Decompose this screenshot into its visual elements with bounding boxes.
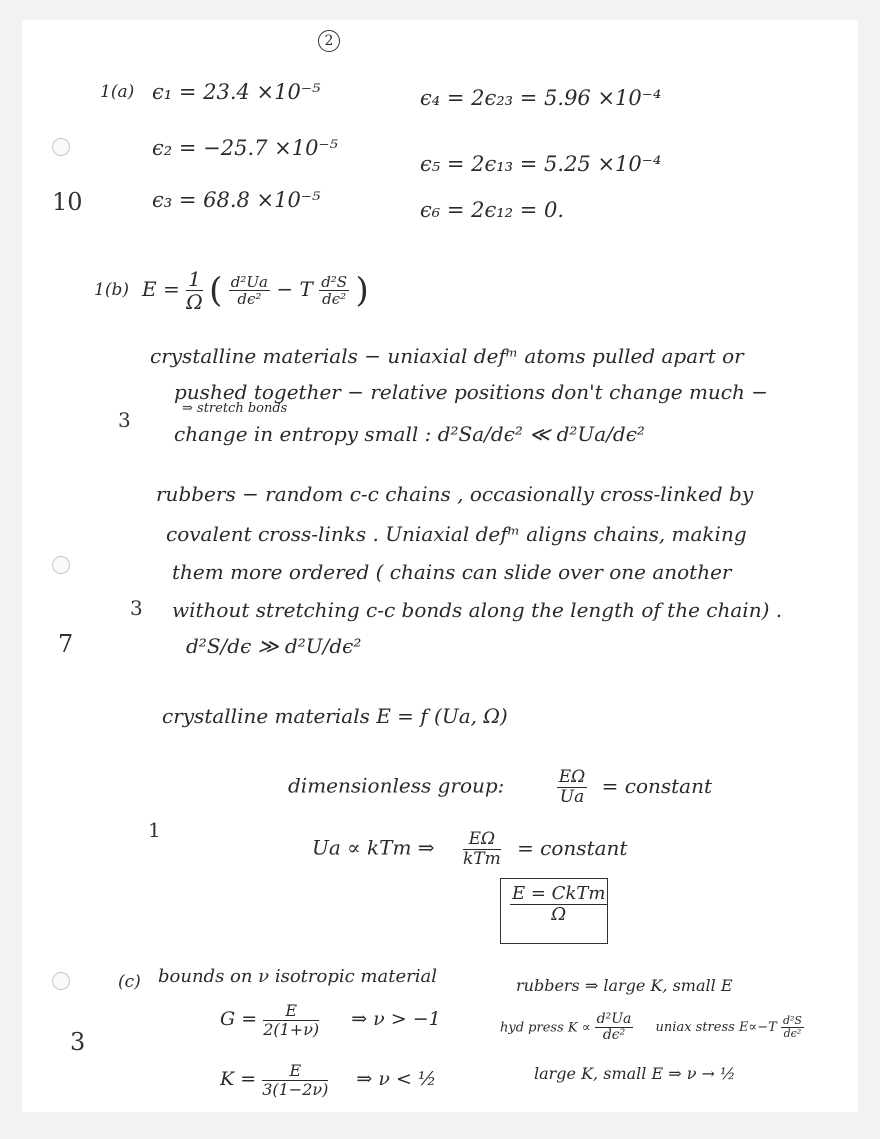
rubbers-line-4: without stretching c-c bonds along the length of the chain) . bbox=[172, 598, 783, 622]
crystalline-line-2: pushed together − relative positions don't change much − bbox=[174, 380, 768, 404]
melting-group: $\frac{E\Omega}{\text{kTm}}$ bbox=[462, 829, 501, 869]
part-c-score: 3 bbox=[70, 1028, 86, 1056]
dimensional-line-2: dimensionless group: $\frac{E\Omega}{Ua}$ = constant bbox=[288, 767, 713, 807]
strain-e4: ϵ₄ = 2ϵ₂₃ = 5.96 ×10⁻⁴ bbox=[420, 86, 662, 110]
rubbers-line-2: covalent cross-links . Uniaxial defᵐ aligns chains, making bbox=[166, 522, 747, 546]
punch-hole-top bbox=[52, 138, 70, 156]
strain-e3: ϵ₃ = 68.8 ×10⁻⁵ bbox=[152, 188, 321, 212]
shear-modulus-eq: G = $\frac{E}{2(1+\nu)}$ ⇒ ν > −1 bbox=[220, 1001, 441, 1039]
rubbers-note-3: large K, small E ⇒ ν → ½ bbox=[534, 1064, 736, 1083]
rubbers-score: 3 bbox=[130, 596, 143, 620]
crystalline-note: ⇒ stretch bonds bbox=[182, 401, 288, 416]
dimensional-score: 1 bbox=[148, 818, 161, 842]
eq-prefactor: $\frac{1}{\Omega}$ bbox=[186, 267, 203, 314]
part-a-score: 10 bbox=[52, 188, 83, 216]
strain-e5: ϵ₅ = 2ϵ₁₃ = 5.25 ×10⁻⁴ bbox=[420, 152, 662, 176]
crystalline-line-3: change in entropy small : d²Sa/dϵ² ≪ d²Ua/dϵ² bbox=[174, 422, 645, 446]
punch-hole-bottom bbox=[52, 972, 70, 990]
eq-term-energy: $\frac{\text{d²Ua}}{\text{dϵ²}}$ bbox=[230, 272, 268, 308]
exam-page bbox=[22, 20, 858, 1112]
dimensional-line-3: Ua ∝ kTm ⇒ $\frac{E\Omega}{\text{kTm}}$ = constant bbox=[312, 829, 628, 869]
part-b-total-score: 7 bbox=[58, 630, 74, 658]
strain-e1: ϵ₁ = 23.4 ×10⁻⁵ bbox=[152, 80, 321, 104]
part-c-label: (c) bbox=[118, 972, 141, 992]
eq-lhs: E = bbox=[142, 277, 180, 301]
bulk-modulus-eq: K = $\frac{E}{3(1-2\nu)}$ ⇒ ν < ½ bbox=[220, 1061, 437, 1099]
rubbers-line-5: d²S/dϵ ≫ d²U/dϵ² bbox=[186, 634, 362, 658]
eq-term-entropy: $\frac{\text{d²S}}{\text{dϵ²}}$ bbox=[321, 272, 348, 308]
rubbers-line-1: rubbers − random c-c chains , occasionally cross-linked by bbox=[156, 482, 754, 506]
part-c-heading: bounds on ν isotropic material bbox=[158, 966, 437, 987]
punch-hole-middle bbox=[52, 556, 70, 574]
dimensionless-group: $\frac{E\Omega}{Ua}$ bbox=[558, 767, 586, 807]
boxed-result-formula: $\frac{\text{E = CkTm}}{\Omega}$ bbox=[512, 883, 606, 925]
crystalline-score: 3 bbox=[118, 408, 131, 432]
dimensional-line-1: crystalline materials E = f (Ua, Ω) bbox=[162, 704, 508, 728]
modulus-equation: E = $\frac{1}{\Omega}$ ( $\frac{\text{d²Ua}}{\text{dϵ²}}$ − T $\frac{\text{d²S}}{\text{dϵ²}}$ ) bbox=[142, 267, 369, 314]
page-number-circle bbox=[318, 30, 340, 52]
page-number: 2 bbox=[324, 33, 334, 49]
rubbers-line-3: them more ordered ( chains can slide over one another bbox=[172, 560, 732, 584]
crystalline-line-1: crystalline materials − uniaxial defᵐ atoms pulled apart or bbox=[150, 344, 744, 368]
part-a-label: 1(a) bbox=[100, 82, 135, 102]
strain-e6: ϵ₆ = 2ϵ₁₂ = 0. bbox=[420, 198, 565, 222]
rubbers-note-2: hyd press K ∝ $\frac{\text{d²Ua}}{\text{dϵ²}}$ uniax stress E∝−T $\frac{\text{d²S}}{\text{dϵ²}}$ bbox=[500, 1011, 802, 1044]
rubbers-note-1: rubbers ⇒ large K, small E bbox=[516, 976, 733, 995]
part-b-label: 1(b) bbox=[94, 280, 129, 300]
eq-minus-t: − T bbox=[276, 277, 313, 301]
strain-e2: ϵ₂ = −25.7 ×10⁻⁵ bbox=[152, 136, 338, 160]
